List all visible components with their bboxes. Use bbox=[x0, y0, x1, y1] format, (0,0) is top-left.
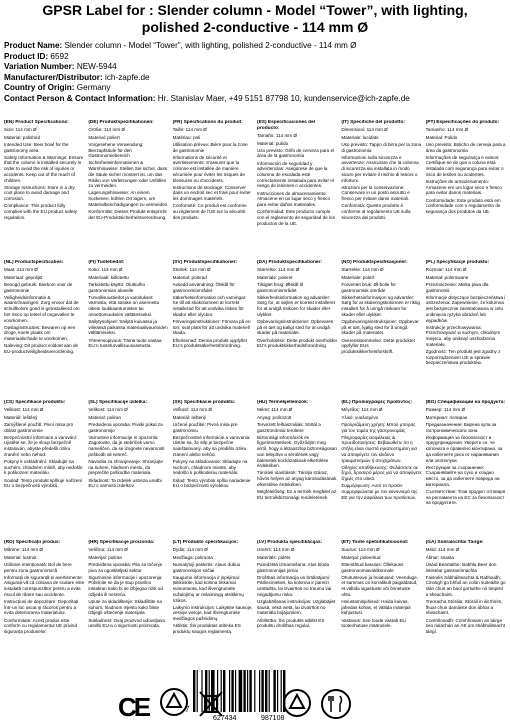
spec-cell-line: Tilsigtet brug: Ølskål til gastronomiområdet bbox=[256, 281, 304, 293]
barcode-bar bbox=[259, 670, 260, 712]
spec-cell-line: Sukladnost: Ovaj proizvod udovoljava uredbi EU-a o sigurnosti proizvoda. bbox=[88, 617, 165, 629]
spec-cell-line: Informații de siguranță și avertismente: Asigurați-vă că coloana de scalare este instalată corespunzător pentru a evita riscul de rănire sau accidente. bbox=[4, 574, 85, 597]
spec-cell-line: Mărime: 114 mm Ø bbox=[4, 547, 43, 553]
spec-cell-line: Uso previsto: Tappo di birra per la zona di gastronomia bbox=[341, 141, 422, 153]
spec-cell-line: Zamýšlené použití: Pivní mísa pro oblast gastronomie bbox=[4, 421, 74, 433]
spec-cell-line: Upute za skladištenje: Skladištite na suhom, hladnom mjestu kako biste izbjegli oštećenje materijala. bbox=[88, 599, 162, 616]
spec-cell-line: Predvidena uporaba: Pivski pokal za gastronomijo bbox=[88, 421, 163, 433]
spec-cell-line: Určené použitie: Pivná misa pre gastronómiu bbox=[172, 421, 238, 433]
spec-cell-heading: (SL) Specifikacije izdelka: bbox=[88, 400, 147, 405]
spec-cell-line: Koko: 114 mm Ø bbox=[88, 267, 123, 273]
spec-cell-line: Méret: 114 mm Ø bbox=[256, 407, 293, 413]
spec-cell-line: Materiál: leštěný bbox=[4, 414, 38, 420]
spec-cell-line: Instrucciones de almacenamiento: Almacene en un lugar seco y fresco para evitar daños materiales. bbox=[256, 190, 331, 208]
spec-cell-line: Υλικό: γυαλισμένο bbox=[341, 414, 379, 420]
spec-cell-line: Συμμόρφωση: Αυτό το προϊόν συμμορφώνεται με τον κανονισμό της ΕΕ για την ασφάλεια των προϊόντων. bbox=[341, 483, 418, 500]
spec-cell-line: Dimensioni: 114 mm Ø bbox=[341, 127, 388, 133]
spec-cell-line: Beoogd gebruik: Bierkom voor de gastronomie bbox=[4, 281, 73, 293]
spec-cell bbox=[257, 400, 337, 536]
spec-row bbox=[4, 400, 506, 536]
spec-cell-line: Sikkerhetsinformasjon og advarsler: Sørg for at skaleringskolonnen er riktig installert for å unngå risikoen for skader eller ulykker. bbox=[341, 294, 420, 317]
spec-cell-line: Avsedd användning: Ölskål för gastronomiområdet bbox=[172, 281, 235, 293]
spec-cell-line: Material: lustruit bbox=[4, 554, 37, 560]
barcode-bar bbox=[201, 670, 202, 712]
barcode-bar bbox=[235, 670, 236, 712]
spec-cell-line: Säilytysohjeet: Säilytä kuivassa ja viileässä paikassa materiaalivaurioiden välttämiseksi. bbox=[88, 319, 168, 336]
spec-cell-heading: (FI) Tuotetiedot: bbox=[88, 260, 125, 265]
spec-cell-line: Pokyny na skladovanie: Skladujte na suchom, chladnom mieste, aby nedošlo k poškodeniu materiálu. bbox=[172, 459, 248, 476]
spec-cell-line: Förvaringsinstruktioner: Förvara på en torr, sval plats för att undvika materiell skada. bbox=[172, 319, 251, 336]
spec-cell-line: Saugumo informacija ir įspėjimai: Įsitikinkite, kad kolona tinkamai sumontuota, kad išvengtumėte sužalojimų ar nelaimingų atsitikimų rizikos. bbox=[172, 574, 244, 603]
spec-cell-line: Vastavus: See toode vastab ELi tooteohutuse määrusele. bbox=[341, 617, 407, 629]
spec-cell-line: Forventet bruk: Øl-bolle for gastronomisk område bbox=[341, 281, 396, 293]
spec-cell-line: Material: poliert bbox=[88, 134, 120, 140]
barcode-bar bbox=[269, 670, 270, 712]
spec-cell bbox=[426, 260, 506, 396]
spec-cell-line: Materiāls: pulēts bbox=[256, 554, 291, 560]
spec-cell-line: Velikost: 114 mm Ø bbox=[88, 407, 128, 413]
spec-cell bbox=[4, 400, 84, 536]
spec-cell-heading: (RO) Specificații produs: bbox=[4, 540, 61, 545]
spec-cell-line: Informations de sécurité et avertissements: S'assurer que la colonne est installée de manière sécurisée pour éviter les risques de blessures ou d'accidents. bbox=[172, 154, 245, 183]
spec-cell-heading: (PL) Specyfikacje produktu: bbox=[425, 260, 490, 265]
spec-cell-line: Oppbevaringsinstruksjoner: Oppbevar på et tørt, kjølig sted for å unngå skader på materialet. bbox=[341, 319, 419, 336]
spec-cell bbox=[426, 400, 506, 536]
spec-cell-line: Materiale: poleret bbox=[256, 274, 293, 280]
spec-cell-line: Conformité: Ce produit est conforme au règlement de l'UE sur la sécurité des produits. bbox=[172, 203, 247, 220]
spec-cell-line: Taille: 114 mm Ø bbox=[172, 127, 207, 133]
spec-cell-line: Izmērs: 114 mm Ø bbox=[256, 547, 295, 553]
spec-cell-line: Efterlevnad: Denna produkt uppfyller EU:s produktsäkerhetsförordning. bbox=[172, 337, 248, 349]
spec-cell bbox=[173, 540, 253, 676]
info-contact: Contact Person & Contact Information: Hr. Stanislav Maer, +49 5151 87798 10, kundenservice@ich-zapfe.de bbox=[4, 93, 410, 103]
spec-cell-line: Tamaño: 114 mm Ø bbox=[256, 133, 297, 139]
spec-cell-line: Compliance: This product fully complies with the EU product safety regulation. bbox=[4, 203, 78, 220]
barcode-bar bbox=[197, 670, 198, 712]
spec-cell-line: Turvallisuustiedot ja varoitukset: Varmista, että sarake on asennettu oikein loukkaantumisten tai onnettomuuksien välttämiseksi. bbox=[88, 294, 160, 317]
spec-cell-line: Informações de segurança e avisos: Certifique-se de que a coluna está instalada com segurança para evitar o risco de lesões ou acidentes. bbox=[425, 154, 504, 177]
spec-cell-heading: (EN) Product Specifications: bbox=[4, 120, 69, 125]
spec-cell-line: Predviđena uporaba: Pila za točenje piva za ugostiteljski sektor bbox=[88, 561, 163, 573]
spec-cell-heading: (LV) Produkta specifikācijas: bbox=[256, 540, 323, 545]
spec-cell-line: Paredzētā izmantošana: Alus bļoda gastronomijas jomai bbox=[256, 561, 329, 573]
spec-cell-line: Súlad: Tento výrobok spĺňa nariadenie EÚ o bezpečnosti výrobkov. bbox=[172, 477, 251, 489]
spec-cell-line: Material: pulido bbox=[256, 140, 289, 146]
spec-cell-line: Instrukcje przechowywania: Przechowywać w suchym, chłodnym miejscu, aby uniknąć uszkodzenia materiału. bbox=[425, 324, 501, 347]
spec-cell bbox=[341, 540, 421, 676]
spec-cell-line: Materiale: polert bbox=[341, 274, 375, 280]
spec-cell-line: Tamanho: 114 mm Ø bbox=[425, 127, 469, 133]
spec-cell-line: Veiligheidsinformatie & waarschuwingen: Zorg ervoor dat de schuifkolom goed is geïnstalleerd om het risico op letsel of ongevallen te voorkomen. bbox=[4, 294, 80, 323]
spec-cell-line: Maat: 114 mm Ø bbox=[4, 267, 38, 273]
spec-cell-line: Opbevaringsinstruktioner: Opbevares på et tørt og køligt sted for at undgå skader på materialet. bbox=[256, 319, 334, 336]
spec-cell-line: Material: polished bbox=[4, 134, 41, 140]
spec-cell-line: Μέγεθος: 114 mm Ø bbox=[341, 407, 383, 413]
spec-cell-line: Conformidade: Este produto está em conformidade com o regulamento de segurança dos produtos da UE. bbox=[425, 197, 501, 215]
spec-cell-line: Material: polerad bbox=[172, 274, 207, 280]
info-manufacturer: Manufacturer/Distributor: ich-zapfe.de bbox=[4, 72, 150, 82]
barcode-bar bbox=[273, 670, 275, 712]
spec-cell-line: Tervezett felhasználás: Sörtál a gasztronómiai területre bbox=[256, 421, 321, 433]
barcode-bar bbox=[209, 670, 210, 712]
spec-cell bbox=[257, 540, 337, 676]
barcode-bar bbox=[239, 670, 243, 712]
spec-cell-line: Størrelse: 114 mm Ø bbox=[256, 267, 300, 273]
spec-cell-line: Comhlíonadh: Comhlíonann an táirge seo rialachán an AE um shábháilteacht táirgí. bbox=[425, 617, 506, 635]
spec-cell bbox=[4, 260, 84, 396]
barcode-bar bbox=[217, 670, 218, 712]
spec-cell-line: Atitiktis: Šis produktas atitinka ES produktų saugos reglamentą. bbox=[172, 623, 241, 635]
spec-cell-line: Biztonsági információk és figyelmeztetések: Győződjön meg arról, hogy a létraoszlop biztonságosan van telepítve a sérülések vagy balesetek kockázatának elkerülése érdekében. bbox=[256, 434, 337, 469]
spec-cell-heading: (DE) Produktspezifikationen: bbox=[88, 120, 154, 125]
spec-cell-line: Информация за безопасност и предупреждения: Уверете се, че колоната е правилно монтирана, за да избегнете риск от наранявания или злополуки. bbox=[425, 434, 503, 463]
spec-cell-heading: (IT) Specifiche del prodotto: bbox=[341, 120, 406, 125]
spec-cell-line: Sigurnosne informacije i upozorenja: Pobrinite se da je stup pravilno instaliran kako bi se izbjegao rizik od ozljeda ili nesreća. bbox=[88, 574, 163, 597]
barcode-bars bbox=[193, 670, 285, 712]
spec-cell-heading: (FR) Spécifications du produit: bbox=[172, 120, 243, 125]
spec-cell bbox=[426, 120, 506, 256]
spec-cell-line: Instructions de stockage: Conserver dans un endroit sec et frais pour éviter les dommages matériels. bbox=[172, 184, 251, 202]
spec-cell-line: Safety Information & Warnings: Ensure that the column is installed securely in order to avoid the risk of injuries or accidents. Keep out of the reach of children. bbox=[4, 154, 84, 183]
spec-cell-heading: (BG) Спецификации на продукта: bbox=[425, 400, 506, 405]
spec-cell-line: Storlek: 114 mm Ø bbox=[172, 267, 211, 273]
spec-cell-line: Material: Polido bbox=[425, 134, 458, 140]
spec-cell-line: Velikost: 114 mm Ø bbox=[4, 407, 44, 413]
spec-cell-line: Uso previsto: Grifo de cerveza para el área de la gastronomía bbox=[256, 147, 335, 159]
spec-cell bbox=[88, 120, 168, 256]
spec-cell-line: Размер: 114 mm Ø bbox=[425, 407, 466, 413]
spec-cell-line: Atbilstība: Šis produkts atbilst ES produktu drošības regulai. bbox=[256, 617, 325, 629]
spec-cell-line: Materiał: polerowane bbox=[425, 274, 469, 280]
spec-cell-line: Overensstemmelse: Dette produktet oppfyller EUs produktsikkerhetsforskrift. bbox=[341, 337, 415, 355]
spec-cell-line: Säkerhetsinformation och varningar: Se till att skakolumnen är korrekt installerad för att undvika risken för skador eller olyckor. bbox=[172, 294, 247, 317]
spec-cell-line: Conformidad: Este producto cumple con el reglamento de seguridad de los productos de la UE. bbox=[256, 209, 335, 226]
spec-cell bbox=[4, 120, 84, 256]
spec-cell bbox=[257, 120, 337, 256]
spec-cell bbox=[4, 540, 84, 676]
spec-cell-line: Información de seguridad y advertencias: Asegúrese de que la columna de escalada esté correctamente instalada para evitar el riesgo de lesiones o accidentes. bbox=[256, 160, 334, 189]
spec-cell-heading: (HU) Termékjellemzők: bbox=[256, 400, 309, 405]
spec-cell-line: Drošības informācija un brīdinājumi: Pārliecinieties, ka kolonna ir pareizi uzstādīta, lai izvairītos no traumu vai negadījumu riska. bbox=[256, 574, 332, 597]
spec-cell-line: Materiaali: kiillotettu bbox=[88, 274, 129, 280]
spec-cell-line: Materiál: leštený bbox=[172, 414, 207, 420]
spec-cell bbox=[341, 400, 421, 536]
product-info-block bbox=[4, 41, 506, 105]
spec-cell-heading: (NO) Produktspesifikasjoner: bbox=[341, 260, 408, 265]
spec-cell bbox=[426, 540, 506, 676]
spec-cell-line: Numatytoji paskirtis: Alaus dubuo gastronomijos sričiai bbox=[172, 561, 241, 573]
barcode-bar bbox=[243, 670, 245, 712]
barcode-bar bbox=[229, 670, 230, 712]
spec-cell-line: Storage Instructions: Store in a dry, cool place to avoid damage and corrosion. bbox=[4, 184, 76, 202]
spec-cell-line: Materiaal: gepolijst bbox=[4, 274, 43, 280]
spec-cell-line: Ettenähtud kasutus: Õllekauss gastronoomiavaldkonnale bbox=[341, 561, 404, 573]
spec-cell-line: Méid: 114 mm Ø bbox=[425, 547, 460, 553]
spec-cell-line: Οδηγίες αποθήκευσης: Φυλάσσετε σε ξηρό, δροσερό μέρος για να αποφύγετε ζημιές στο υλικό. bbox=[341, 464, 422, 482]
barcode-bar bbox=[247, 670, 248, 712]
barcode-bar bbox=[221, 670, 222, 712]
spec-cell-line: Tárolási utasítások: Tárolja száraz, hűvös helyen az anyag károsodásának elkerülése érdekében. bbox=[256, 470, 337, 487]
spec-cell-line: Overholdelse: Dette produkt overholder EU's produktsikkerhedsforordning. bbox=[256, 337, 338, 349]
spec-cell-line: Conformità: Questo prodotto è conforme al regolamento UE sulla sicurezza dei prodotti. bbox=[341, 203, 411, 220]
spec-cell-line: Uso previsto: Bolicho de cerveja para a área da gastronomia bbox=[425, 141, 506, 153]
spec-cell-line: Veličina: 114 mm Ø bbox=[88, 547, 128, 553]
barcode-bar bbox=[205, 670, 207, 712]
barcode-right-digits: 987108 bbox=[261, 715, 285, 722]
spec-cell-line: Rozmiar: 114 mm Ø bbox=[425, 267, 467, 273]
spec-cell bbox=[173, 400, 253, 536]
spec-cell-line: Varnostne informacije in opozorila: Zagotovite, da je stebriček varno nameščen, da se izognete nevarnosti poškodb ali nesreč. bbox=[88, 434, 165, 457]
spec-cell-line: Przeznaczenie: Miska piwa dla gastronomii bbox=[425, 281, 489, 293]
spec-cell-line: Matériau: poli bbox=[172, 134, 201, 140]
spec-cell-line: Utilisation prévue: Bière pour la zone de gastronomie bbox=[172, 141, 248, 153]
spec-cell-heading: (HR) Specifikacije proizvoda: bbox=[88, 540, 155, 545]
spec-cell-line: Informacje dotyczące bezpieczeństwa i ostrzeżenia: Zapewnienie, że kolumna jest bezpiecznie zainstalowana w celu uniknięcia ryzyka obrażeń lub wypadków. bbox=[425, 294, 506, 323]
spec-cell bbox=[173, 260, 253, 396]
barcode-bar bbox=[211, 670, 215, 712]
food-contact-icon bbox=[320, 688, 352, 720]
spec-cell-heading: (PT) Especificações do produto: bbox=[425, 120, 500, 125]
spec-cell-line: Hoiustamisjuhised: Hoida kuivas, jahedas kohas, et vältida materjali kahjustusi. bbox=[341, 599, 411, 616]
spec-cell-line: Größe: 114 mm Ø bbox=[88, 127, 126, 133]
info-product-name: Product Name: Slender column - Model “Tower”, with lighting, polished 2-conductive - 114 mm Ø bbox=[4, 41, 357, 50]
title-line-1: GPSR Label for : Slender column - Model “Tower”, with lighting, bbox=[42, 2, 468, 18]
spec-cell-heading: (SV) Produktspecifikationer: bbox=[172, 260, 238, 265]
spec-cell bbox=[257, 260, 337, 396]
spec-cell-line: Suurus: 114 mm Ø bbox=[341, 547, 380, 553]
info-variation-number: Variation Number: NEW-5944 bbox=[4, 62, 117, 72]
spec-cell-line: Navodila za shranjevanje: Shranjujte na suhem, hladnem mestu, da preprečite poškodbe materiala. bbox=[88, 459, 163, 476]
info-country: Country of Origin: Germany bbox=[4, 83, 111, 93]
spec-cell-line: Instruções de armazenamento: Armazene em um lugar seco e fresco para evitar danos materiais. bbox=[425, 179, 502, 196]
spec-cell-line: Dydis: 114 mm Ø bbox=[172, 547, 208, 553]
spec-cell-line: Предназначение: Бирена купа за гастрономическата зона bbox=[425, 421, 497, 433]
barcode-bar bbox=[261, 670, 263, 712]
barcode-bar bbox=[277, 670, 278, 712]
spec-cell-line: Úsáid Beartaithe: Babhla Beer don limistéar gastranómachta bbox=[425, 561, 497, 573]
spec-row bbox=[4, 120, 506, 256]
barcode-bar bbox=[223, 670, 225, 712]
spec-cell bbox=[88, 260, 168, 396]
spec-cell-line: Skladnost: Ta izdelek ustreza uredbi EU o varnosti izdelkov. bbox=[88, 477, 162, 489]
spec-cell-line: Materiale: lucidato bbox=[341, 134, 379, 140]
spec-cell-heading: (LT) Produkto specifikacijos: bbox=[172, 540, 239, 545]
spec-cell bbox=[341, 120, 421, 256]
spec-cell-line: Material: poliran bbox=[88, 414, 122, 420]
spec-cell-line: Материал: полиран bbox=[425, 414, 468, 420]
spec-cell-line: Laikymo instrukcijos: Laikykite sausoje, vėsioje vietoje, kad išvengtumėte medžiagos pažeidimų. bbox=[172, 604, 253, 622]
spec-cell bbox=[88, 400, 168, 536]
spec-cell-line: Инструкции за съхранение: Съхранявайте на сухо и хладно място, за да избегнете повреда на материала. bbox=[425, 464, 500, 487]
spec-cell-heading: (SK) Špecifikácie produktu: bbox=[172, 400, 236, 405]
spec-cell-line: Medžiaga: poliruota bbox=[172, 554, 213, 560]
language-spec-grid bbox=[4, 120, 506, 680]
info-product-id: Product ID: 6592 bbox=[4, 51, 69, 61]
spec-cell-line: Megfelelőség: Ez a termék megfelel az EU termékbiztonsági rendeletének. bbox=[256, 489, 337, 500]
barcode-bar bbox=[193, 670, 195, 712]
spec-cell-line: Soulad: Tento produkt splňuje nařízení EU o bezpečnosti výrobků. bbox=[4, 477, 83, 489]
spec-cell-line: Ohutusteave ja hoiatused: Veenduge, et sammas on korralikult paigaldatud, et vältida vigastuste või õnnetuste ohtu. bbox=[341, 574, 418, 597]
spec-cell bbox=[173, 120, 253, 256]
barcode-bar bbox=[254, 670, 255, 712]
spec-row bbox=[4, 260, 506, 396]
title-line-2: polished 2-conductive - 114 mm Ø bbox=[141, 19, 369, 35]
spec-cell-line: Instrucțiuni de depozitare: Depozitați într-un loc uscat și răcoros pentru a evita deteriorarea materialului. bbox=[4, 599, 79, 616]
spec-cell-line: Προοριζόμενη χρήση: Μπολ μπύρας για τον τομέα της γαστρονομίας bbox=[341, 421, 416, 433]
spec-cell-line: Ábhar: snasta bbox=[425, 554, 454, 560]
spec-cell-line: Bezpečnostní informace a varování: Ujistěte se, že je sloup bezpečně instalován, abyste předešli riziku zranění nebo nehod. bbox=[4, 434, 78, 457]
spec-cell-line: Pokyny k uskladnění: Skladujte na suchém, chladném místě, aby nedošlo k poškození materiálu. bbox=[4, 459, 83, 476]
spec-row bbox=[4, 540, 506, 676]
spec-cell-line: Sikkerhedsinformation og advarsler: Sørg for, at søjlen er korrekt installeret for at undgå risikoen for skader eller ulykker. bbox=[256, 294, 335, 317]
barcode-bar bbox=[231, 670, 233, 712]
spec-cell-line: Conformitate: Acest produs este conform cu regulamentul UE privind siguranța produselor. bbox=[4, 617, 78, 635]
spec-cell-line: Naleving: Dit product voldoet aan de EU-productveiligheidsverordening. bbox=[4, 343, 79, 355]
spec-cell-line: Utilizare intenționată: Bol de bere pentru zona gastronomică bbox=[4, 561, 72, 573]
spec-cell-line: Sicherheitsinformationen & Warnhinweise: Stellen Sie sicher, dass die Säule sicher montiert ist, um das Risiko von Verletzungen oder Unfällen zu vermeiden. bbox=[88, 160, 168, 189]
spec-cell-line: Intended Use: Beer bowl for the gastronomy area bbox=[4, 141, 69, 153]
spec-cell-line: Tarkoitettu käyttö: Olutkulho gastronomian alueelle bbox=[88, 281, 146, 293]
spec-cell-line: Størrelse: 114 mm Ø bbox=[341, 267, 384, 273]
spec-cell-line: Opslaginstructies: Bewaren op een droge, koele plaats om materiaalschade te voorkomen. bbox=[4, 324, 76, 342]
spec-cell-line: Anyag: polírozott bbox=[256, 414, 292, 420]
mobius-loop-icon bbox=[282, 688, 312, 718]
recycle-triangle-icon bbox=[160, 688, 188, 716]
spec-cell-line: Lagerungshinweise: An einem trockenen, kühlen Ort lagern, um Materialbeschädigungen zu vermeiden. bbox=[88, 190, 169, 207]
barcode-bar bbox=[249, 670, 251, 712]
barcode-lead-digit: 7 bbox=[185, 705, 190, 714]
spec-cell-heading: (NL) Productspecificaties: bbox=[4, 260, 64, 265]
spec-cell-heading: (DA) Produktspecifikationer: bbox=[256, 260, 323, 265]
spec-cell-line: Πληροφορίες ασφάλειας & προειδοποιήσεις: Βεβαιωθείτε ότι η στήλη είναι σωστά εγκατεστημένη για να αποφύγετε τον κίνδυνο τραυματισμών ή ατυχημάτων. bbox=[341, 434, 418, 463]
spec-cell-line: Treoracha Stórála: Stóráil in áit thirim, fhuar chun damáiste don ábhar a sheachaint. bbox=[425, 599, 503, 616]
spec-cell-line: Size: 114 mm Ø bbox=[4, 127, 37, 133]
page-title bbox=[0, 2, 510, 36]
spec-cell-line: Veľkosť: 114 mm Ø bbox=[172, 407, 212, 413]
spec-cell-line: Uzglabāšanas instrukcijas: Uzglabājiet sausā, vēsā vietā, lai izvairītos no materiāla bojājumiem. bbox=[256, 599, 336, 616]
spec-cell-line: Konformität: Dieses Produkt entspricht der EU-Produktsicherheitsverordnung. bbox=[88, 209, 167, 220]
ce-mark-icon: CE bbox=[118, 692, 149, 722]
spec-cell-heading: (CS) Specifikace produktu: bbox=[4, 400, 66, 405]
spec-cell-heading: (GA) Sonraíochtaí Táirge: bbox=[425, 540, 484, 545]
spec-cell-line: Faisnéis Sábháilteachta & Rabhaidh: Cinntigh go bhfuil an colún suiteáilte go slán chun an baol gortuithe nó timpistí a sheachaint. bbox=[425, 574, 506, 597]
spec-cell-line: Yhteensopivuus: Tämä tuote vastaa EU:n tuoteturvallisuusasetusta. bbox=[88, 337, 162, 349]
spec-cell-line: Bezpečnostné informácie a varovania: Uistite sa, že stĺp je bezpečne nainštalovaný, aby sa predišlo riziku zranení alebo nehôd. bbox=[172, 434, 251, 457]
spec-cell bbox=[341, 260, 421, 396]
spec-cell-line: Съответствие: Този продукт отговаря на регламента на ЕС за безопасност на продуктите. bbox=[425, 489, 506, 506]
spec-cell-heading: (EL) Προδιαγραφές προϊόντος: bbox=[341, 400, 413, 405]
spec-cell-heading: (ES) Especificaciones del producto: bbox=[256, 120, 316, 131]
spec-cell-line: Istruzioni per la conservazione: Conservare in un posto asciutto e fresco per evitare danni materiali. bbox=[341, 184, 410, 202]
spec-cell-line: Materijal: poliran bbox=[88, 554, 123, 560]
barcode-bar bbox=[265, 670, 267, 712]
barcode-left-digits: 627434 bbox=[213, 715, 237, 722]
spec-cell-line: Informazioni sulla sicurezza e avvertenze: Assicurare che la colonna di sicurezza sia installata in modo sicuro per evitare il rischio di lesioni o infortuni. bbox=[341, 154, 419, 183]
spec-cell-line: Materjal: poleeritud bbox=[341, 554, 381, 560]
spec-cell bbox=[88, 540, 168, 676]
spec-cell-line: Vorgesehene Verwendung: Bierzapfsäule für den Gastronomiebereich bbox=[88, 141, 144, 159]
spec-cell-heading: (ET) Toote spetsifikatsioonid: bbox=[341, 540, 409, 545]
spec-cell-line: Zgodność: Ten produkt jest zgodny z rozporządzeniem UE w sprawie bezpieczeństwa produktów. bbox=[425, 349, 501, 366]
